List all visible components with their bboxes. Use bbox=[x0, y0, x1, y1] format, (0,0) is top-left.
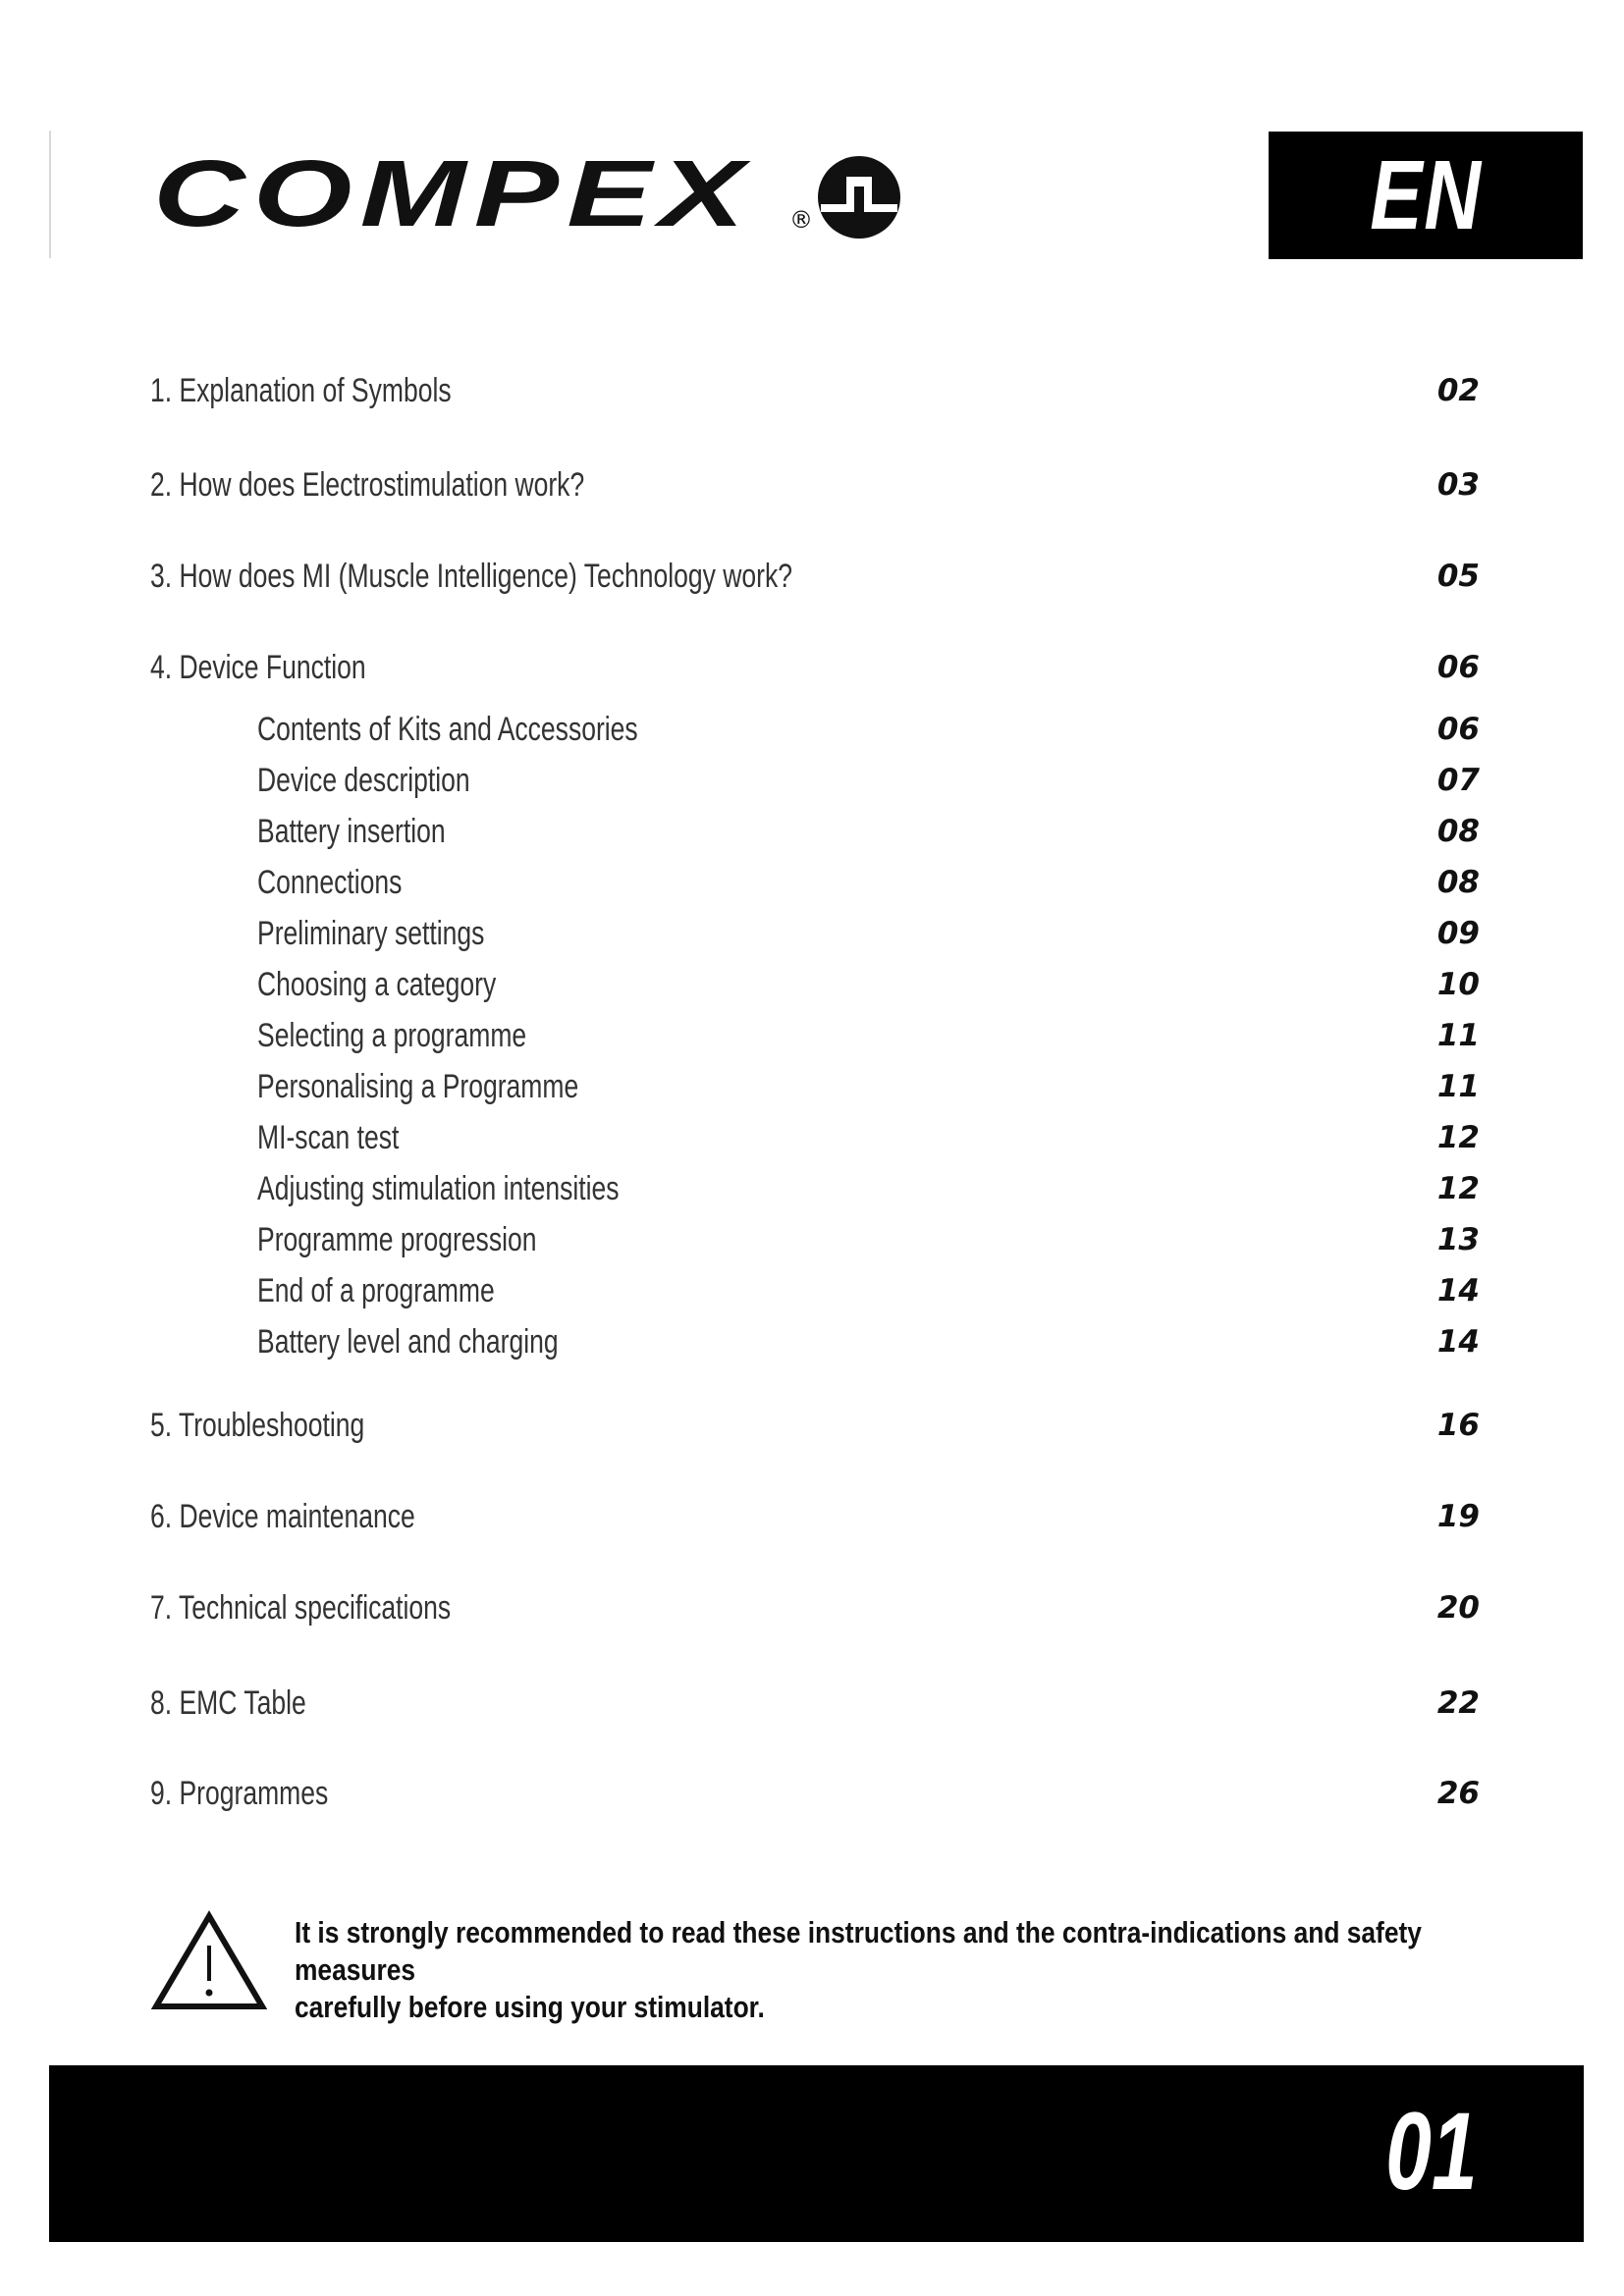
toc-entry-adjusting-intensities[interactable] bbox=[257, 1164, 1480, 1213]
toc-title: 9. Programmes bbox=[150, 1774, 329, 1812]
toc-entry-device-maintenance[interactable] bbox=[150, 1492, 1480, 1541]
language-badge bbox=[1269, 132, 1583, 259]
toc-page: 26 bbox=[1436, 1776, 1480, 1811]
toc-entry-technical-specifications[interactable] bbox=[150, 1583, 1480, 1632]
toc-title: End of a programme bbox=[257, 1271, 495, 1309]
toc-title: Personalising a Programme bbox=[257, 1067, 579, 1105]
toc-entry-mi-scan-test[interactable] bbox=[257, 1113, 1480, 1162]
language-code: EN bbox=[1369, 139, 1483, 250]
page-number: 01 bbox=[1385, 2090, 1478, 2213]
toc-page: 22 bbox=[1436, 1685, 1480, 1721]
toc-title: 1. Explanation of Symbols bbox=[150, 371, 452, 409]
toc-entry-selecting-programme[interactable] bbox=[257, 1011, 1480, 1060]
toc-title: Programme progression bbox=[257, 1220, 537, 1258]
toc-page: 03 bbox=[1436, 467, 1480, 503]
toc-title: Adjusting stimulation intensities bbox=[257, 1169, 620, 1207]
toc-title: 2. How does Electrostimulation work? bbox=[150, 465, 585, 504]
toc-entry-mi-technology[interactable] bbox=[150, 552, 1480, 601]
toc-title: Contents of Kits and Accessories bbox=[257, 710, 638, 748]
toc-entry-symbols[interactable] bbox=[150, 366, 1480, 415]
toc-page: 20 bbox=[1436, 1590, 1480, 1626]
toc-title: 5. Troubleshooting bbox=[150, 1406, 365, 1444]
toc-page: 11 bbox=[1436, 1069, 1480, 1104]
safety-warning bbox=[150, 1910, 1486, 2024]
toc-title: 8. EMC Table bbox=[150, 1683, 306, 1722]
toc-entry-programmes[interactable] bbox=[150, 1769, 1480, 1818]
toc-title: 4. Device Function bbox=[150, 648, 366, 686]
compex-mark-icon bbox=[817, 155, 901, 240]
toc-title: 7. Technical specifications bbox=[150, 1588, 452, 1627]
registered-mark: ® bbox=[789, 206, 813, 234]
toc-entry-programme-progression[interactable] bbox=[257, 1215, 1480, 1264]
toc-title: Preliminary settings bbox=[257, 914, 485, 952]
toc-page: 11 bbox=[1436, 1018, 1480, 1053]
toc-entry-device-function[interactable] bbox=[150, 643, 1480, 692]
toc-page: 08 bbox=[1436, 865, 1480, 900]
toc-page: 19 bbox=[1436, 1499, 1480, 1534]
toc-entry-choosing-category[interactable] bbox=[257, 960, 1480, 1009]
toc-page: 14 bbox=[1436, 1273, 1480, 1308]
toc-entry-battery-level[interactable] bbox=[257, 1317, 1480, 1366]
toc-page: 08 bbox=[1436, 814, 1480, 849]
toc-entry-end-of-programme[interactable] bbox=[257, 1266, 1480, 1315]
warning-triangle-icon bbox=[150, 1910, 268, 2012]
toc-page: 05 bbox=[1436, 559, 1480, 594]
toc-entry-emc-table[interactable] bbox=[150, 1679, 1480, 1728]
toc-page: 07 bbox=[1436, 763, 1480, 798]
toc-page: 13 bbox=[1436, 1222, 1480, 1257]
toc-entry-kits-accessories[interactable] bbox=[257, 705, 1480, 754]
toc-title: Battery insertion bbox=[257, 812, 446, 850]
warning-line-2: carefully before using your stimulator. bbox=[295, 1990, 765, 2024]
toc-entry-preliminary-settings[interactable] bbox=[257, 909, 1480, 958]
toc-page: 14 bbox=[1436, 1324, 1480, 1360]
toc-title: Connections bbox=[257, 863, 403, 901]
toc-entry-personalising-programme[interactable] bbox=[257, 1062, 1480, 1111]
toc-entry-connections[interactable] bbox=[257, 858, 1480, 907]
toc-title: Battery level and charging bbox=[257, 1322, 559, 1361]
compex-logo bbox=[153, 141, 813, 246]
warning-text bbox=[295, 1914, 1463, 2026]
toc-page: 12 bbox=[1436, 1171, 1480, 1206]
toc-entry-device-description[interactable] bbox=[257, 756, 1480, 805]
toc-title: Selecting a programme bbox=[257, 1016, 527, 1054]
toc-page: 02 bbox=[1436, 373, 1480, 408]
toc-entry-electrostimulation[interactable] bbox=[150, 460, 1480, 509]
toc-title: Choosing a category bbox=[257, 965, 497, 1003]
toc-title: 6. Device maintenance bbox=[150, 1497, 415, 1535]
toc-page: 16 bbox=[1436, 1408, 1480, 1443]
footer-bar bbox=[49, 2065, 1584, 2242]
left-margin-rule bbox=[49, 131, 51, 258]
toc-page: 09 bbox=[1436, 916, 1480, 951]
toc-title: MI-scan test bbox=[257, 1118, 400, 1156]
warning-line-1: It is strongly recommended to read these instructions and the contra-indications and safety measures bbox=[295, 1915, 1422, 1987]
toc-title: 3. How does MI (Muscle Intelligence) Technology work? bbox=[150, 557, 792, 595]
toc-entry-battery-insertion[interactable] bbox=[257, 807, 1480, 856]
toc-page: 12 bbox=[1436, 1120, 1480, 1155]
toc-page: 06 bbox=[1436, 712, 1480, 747]
toc-entry-troubleshooting[interactable] bbox=[150, 1401, 1480, 1450]
toc-page: 06 bbox=[1436, 650, 1480, 685]
toc-title: Device description bbox=[257, 761, 470, 799]
brand-name: COMPEX bbox=[153, 141, 753, 246]
toc-page: 10 bbox=[1436, 967, 1480, 1002]
